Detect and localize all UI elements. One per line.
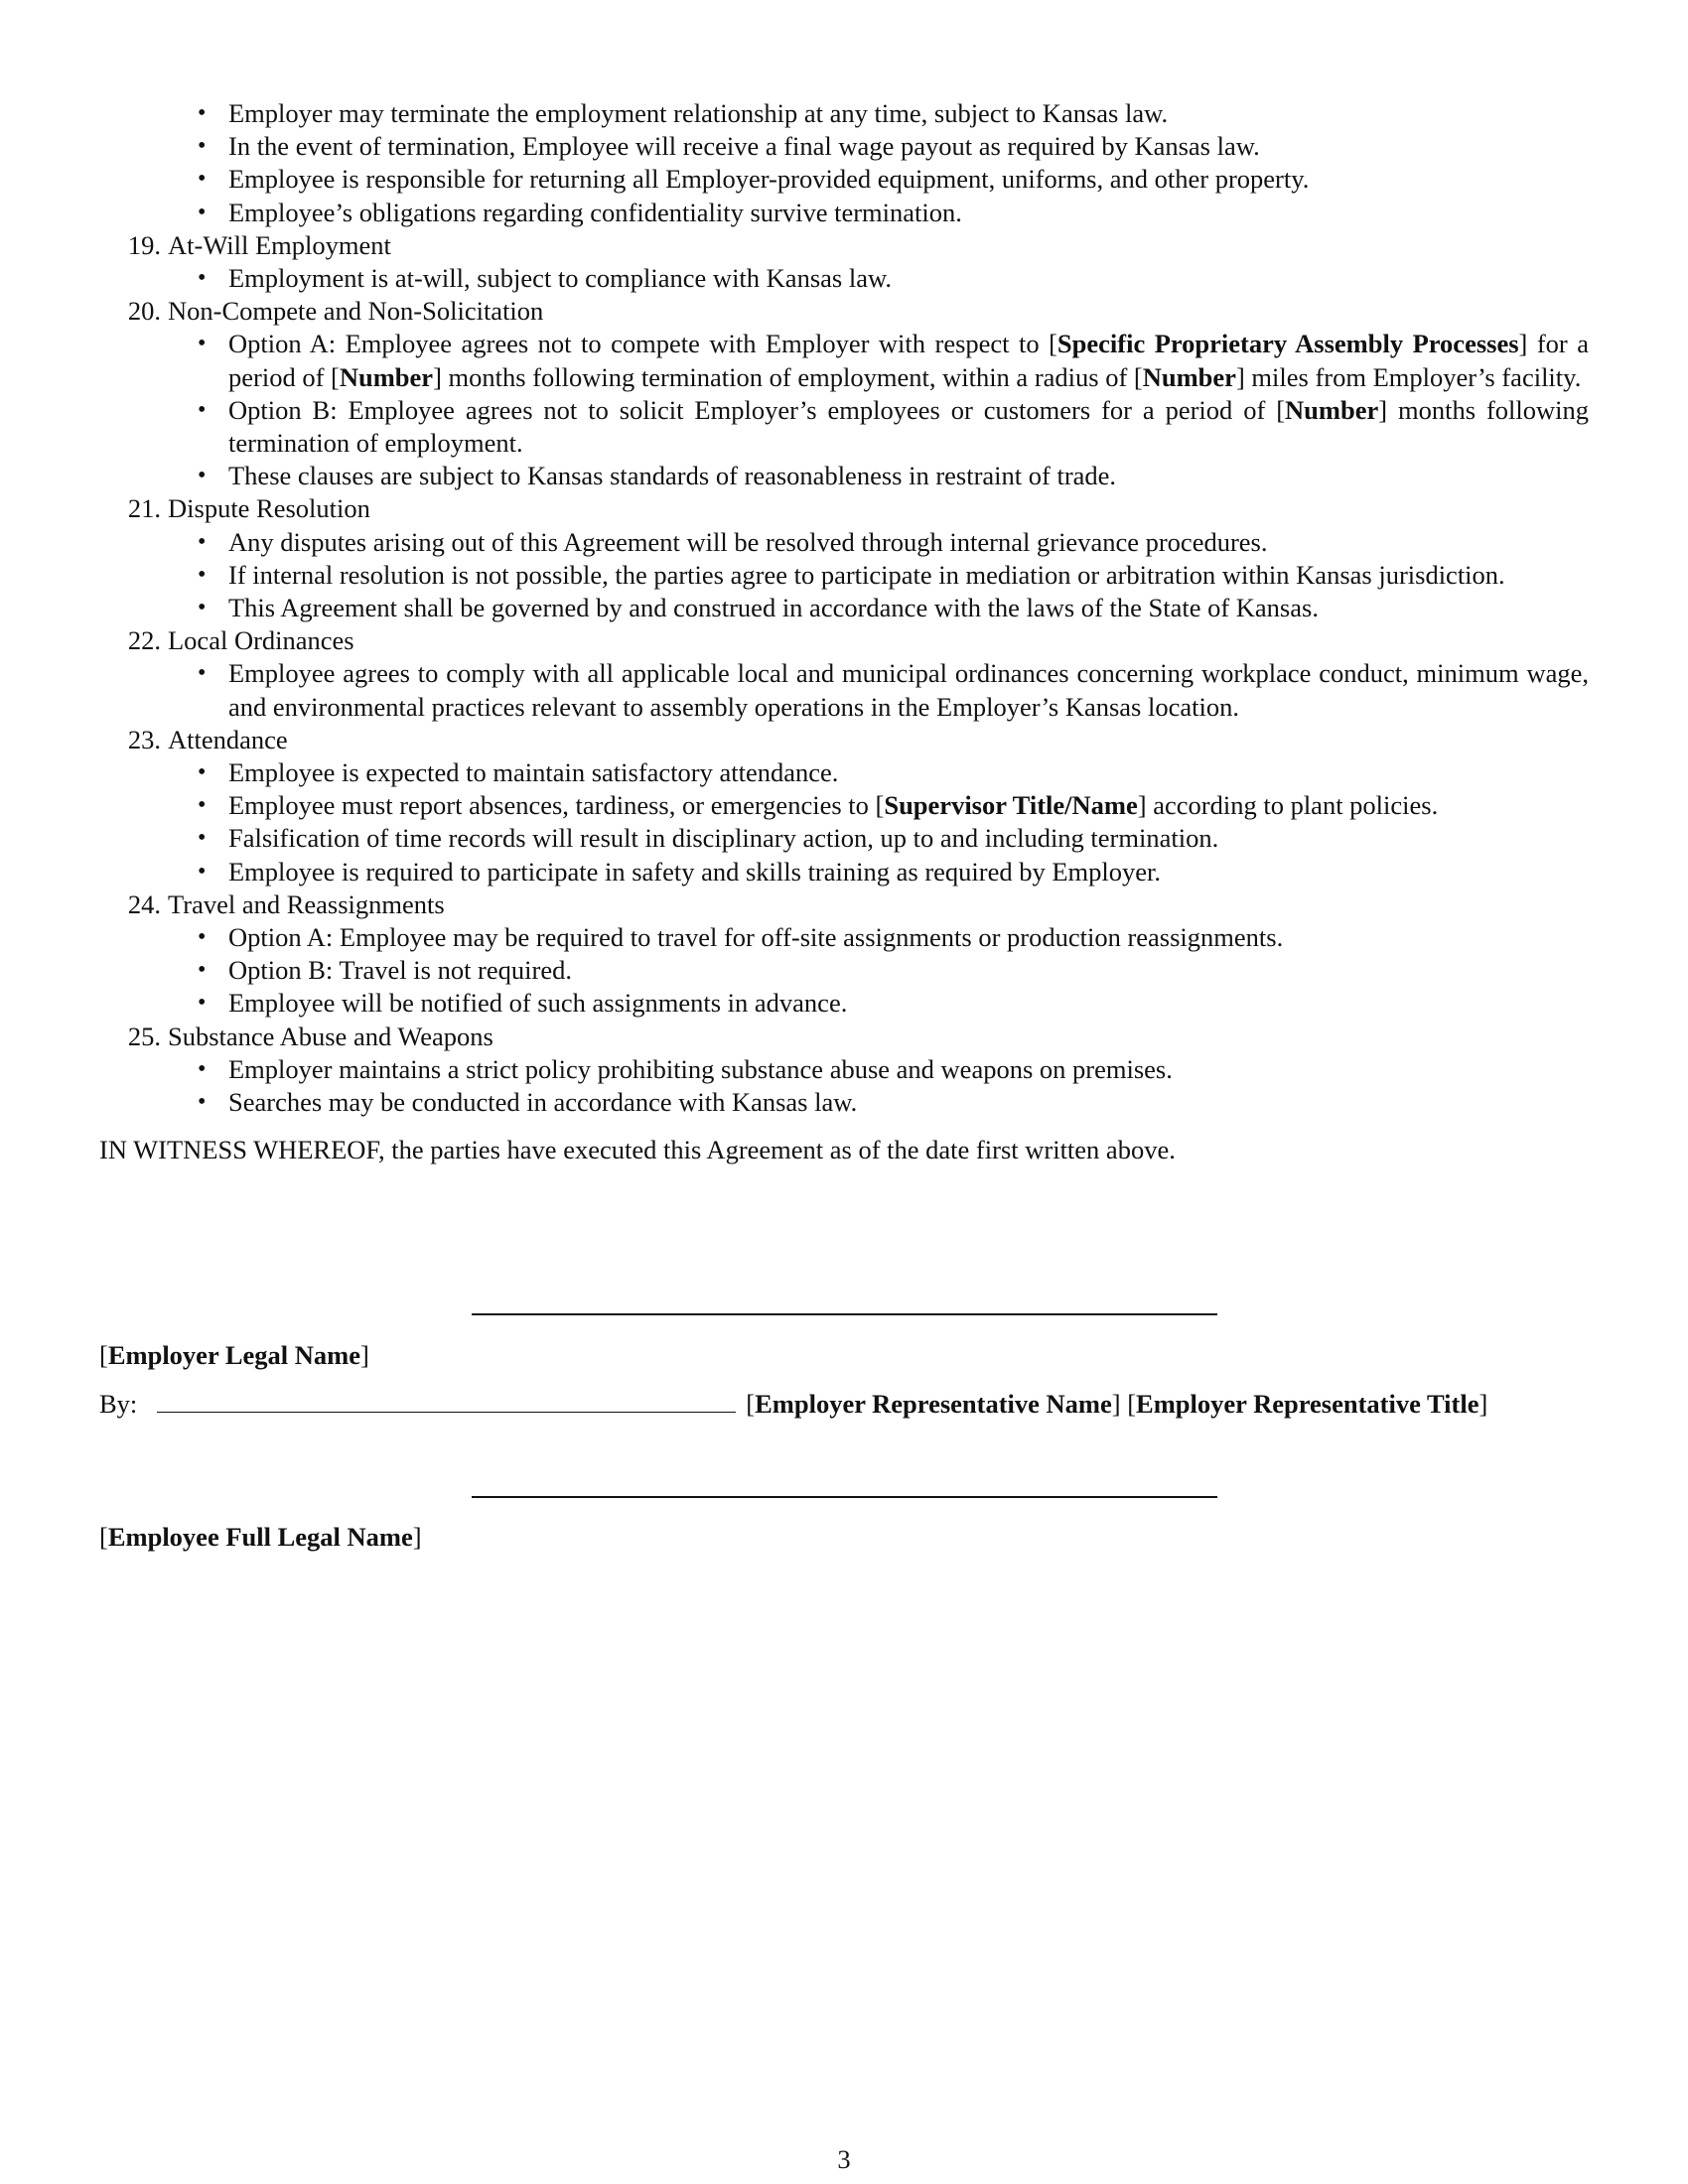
section-21 xyxy=(99,492,1589,624)
section-title: Local Ordinances xyxy=(168,625,354,656)
list-item xyxy=(99,262,1589,295)
text-segment: Option A: Employee may be required to travel for off-site assignments or production reassignments. xyxy=(228,922,1284,953)
numbered-sections xyxy=(99,229,1589,1119)
list-item xyxy=(99,526,1589,559)
text-segment: Option A: Employee agrees not to compete with Employer with respect to [ xyxy=(228,329,1057,359)
section-heading xyxy=(99,724,1589,756)
placeholder-field: Number xyxy=(339,361,434,392)
list-item xyxy=(99,394,1589,460)
list-item xyxy=(99,460,1589,492)
text-segment: Employer maintains a strict policy prohibiting substance abuse and weapons on premises. xyxy=(228,1053,1173,1084)
page-number: 3 xyxy=(837,2144,851,2174)
rep-title-placeholder: Employer Representative Title xyxy=(1136,1389,1479,1419)
text-segment: Searches may be conducted in accordance with Kansas law. xyxy=(228,1087,858,1118)
section-number: 22. xyxy=(127,625,161,656)
list-item xyxy=(99,657,1589,723)
section-heading xyxy=(99,229,1589,262)
list-item xyxy=(99,856,1589,888)
employee-signature-line xyxy=(472,1496,1217,1498)
rep-name-placeholder: Employer Representative Name xyxy=(755,1389,1112,1419)
list-item: • Employee’s obligations regarding confidentiality survive termination. xyxy=(99,197,1589,229)
list-item xyxy=(99,328,1589,393)
employee-name-placeholder: Employee Full Legal Name xyxy=(107,1522,413,1552)
list-item xyxy=(99,756,1589,789)
text-segment: ] according to plant policies. xyxy=(1137,790,1439,821)
section-number: 20. xyxy=(127,296,161,327)
placeholder-field: Number xyxy=(1285,394,1379,425)
employee-full-legal-name: [Employee Full Legal Name] xyxy=(99,1522,422,1552)
text-segment: Option B: Travel is not required. xyxy=(228,955,572,986)
placeholder-field: Supervisor Title/Name xyxy=(884,790,1138,821)
section-heading xyxy=(99,492,1589,525)
section-bullet-list xyxy=(99,657,1589,723)
list-item: • Employee is responsible for returning all Employer-provided equipment, uniforms, and other property. xyxy=(99,163,1589,196)
by-line: By: [Employer Representative Name] [Employer Representative Title] xyxy=(99,1389,1488,1419)
section-number: 19. xyxy=(127,229,161,260)
witness-clause: IN WITNESS WHEREOF, the parties have executed this Agreement as of the date first written above. xyxy=(99,1135,1176,1165)
text-segment: ] miles from Employer’s facility. xyxy=(1235,361,1582,392)
by-signature-blank xyxy=(157,1390,736,1413)
section-heading xyxy=(99,1021,1589,1053)
section-title: Substance Abuse and Weapons xyxy=(168,1021,493,1051)
section-title: Travel and Reassignments xyxy=(168,888,445,919)
document-page xyxy=(99,97,1589,1167)
section-bullet-list xyxy=(99,1053,1589,1119)
list-item xyxy=(99,1053,1589,1086)
section-20 xyxy=(99,295,1589,492)
section-bullet-list xyxy=(99,921,1589,1021)
text-segment: If internal resolution is not possible, the parties agree to participate in mediation or arbitration within Kansas jurisdiction. xyxy=(228,559,1505,590)
list-item: • In the event of termination, Employee will receive a final wage payout as required by Kansas law. xyxy=(99,130,1589,163)
section-25 xyxy=(99,1021,1589,1120)
list-item xyxy=(99,822,1589,855)
section-title: Non-Compete and Non-Solicitation xyxy=(168,296,544,327)
section-title: At-Will Employment xyxy=(168,229,391,260)
list-item xyxy=(99,1086,1589,1119)
text-segment: Employment is at-will, subject to compliance with Kansas law. xyxy=(228,263,892,294)
section-heading xyxy=(99,624,1589,657)
section-heading xyxy=(99,888,1589,921)
list-item xyxy=(99,592,1589,624)
text-segment: These clauses are subject to Kansas standards of reasonableness in restraint of trade. xyxy=(228,461,1117,491)
section-23 xyxy=(99,724,1589,888)
employer-signature-line xyxy=(472,1313,1217,1315)
text-segment: This Agreement shall be governed by and construed in accordance with the laws of the State of Kansas. xyxy=(228,593,1319,623)
section-heading xyxy=(99,295,1589,328)
section-22 xyxy=(99,624,1589,724)
employer-legal-name: [Employer Legal Name] xyxy=(99,1340,369,1370)
list-item xyxy=(99,921,1589,954)
section-number: 23. xyxy=(127,724,161,754)
list-item xyxy=(99,789,1589,822)
text-segment: ] months following termination of employment. xyxy=(228,394,1589,459)
section-bullet-list xyxy=(99,262,1589,295)
text-segment: Any disputes arising out of this Agreement will be resolved through internal grievance procedures. xyxy=(228,526,1268,557)
placeholder-field: Specific Proprietary Assembly Processes xyxy=(1056,329,1519,359)
section-bullet-list xyxy=(99,756,1589,888)
section-24 xyxy=(99,888,1589,1021)
list-item: • Employer may terminate the employment relationship at any time, subject to Kansas law. xyxy=(99,97,1589,130)
by-label: By: xyxy=(99,1389,138,1419)
list-item xyxy=(99,559,1589,592)
section-number: 24. xyxy=(127,888,161,919)
section-bullet-list xyxy=(99,328,1589,492)
section-bullet-list xyxy=(99,526,1589,625)
text-segment: Employee must report absences, tardiness, or emergencies to [ xyxy=(228,790,885,821)
section-title: Dispute Resolution xyxy=(168,493,370,524)
placeholder-field: Number xyxy=(1142,361,1236,392)
employer-legal-name-placeholder: Employer Legal Name xyxy=(107,1340,360,1370)
text-segment: Employee will be notified of such assignments in advance. xyxy=(228,988,848,1019)
text-segment: Falsification of time records will result in disciplinary action, up to and including termination. xyxy=(228,823,1219,854)
list-item xyxy=(99,987,1589,1020)
continued-bullet-list xyxy=(99,97,1589,229)
text-segment: ] months following termination of employment, within a radius of [ xyxy=(433,361,1143,392)
text-segment: Option B: Employee agrees not to solicit Employer’s employees or customers for a period of [ xyxy=(228,394,1286,425)
text-segment: Employee agrees to comply with all applicable local and municipal ordinances concerning workplace conduct, minimum wage, and environmental practices relevant to assembly operations in the Employer’s Kansas location. xyxy=(228,658,1589,722)
section-19 xyxy=(99,229,1589,295)
text-segment: Employee is required to participate in safety and skills training as required by Employer. xyxy=(228,856,1162,887)
text-segment: Employee is expected to maintain satisfactory attendance. xyxy=(228,757,839,788)
text-segment: ] for a period of [ xyxy=(228,329,1589,392)
list-item xyxy=(99,954,1589,987)
section-number: 25. xyxy=(127,1021,161,1051)
section-title: Attendance xyxy=(168,724,288,754)
section-number: 21. xyxy=(127,493,161,524)
